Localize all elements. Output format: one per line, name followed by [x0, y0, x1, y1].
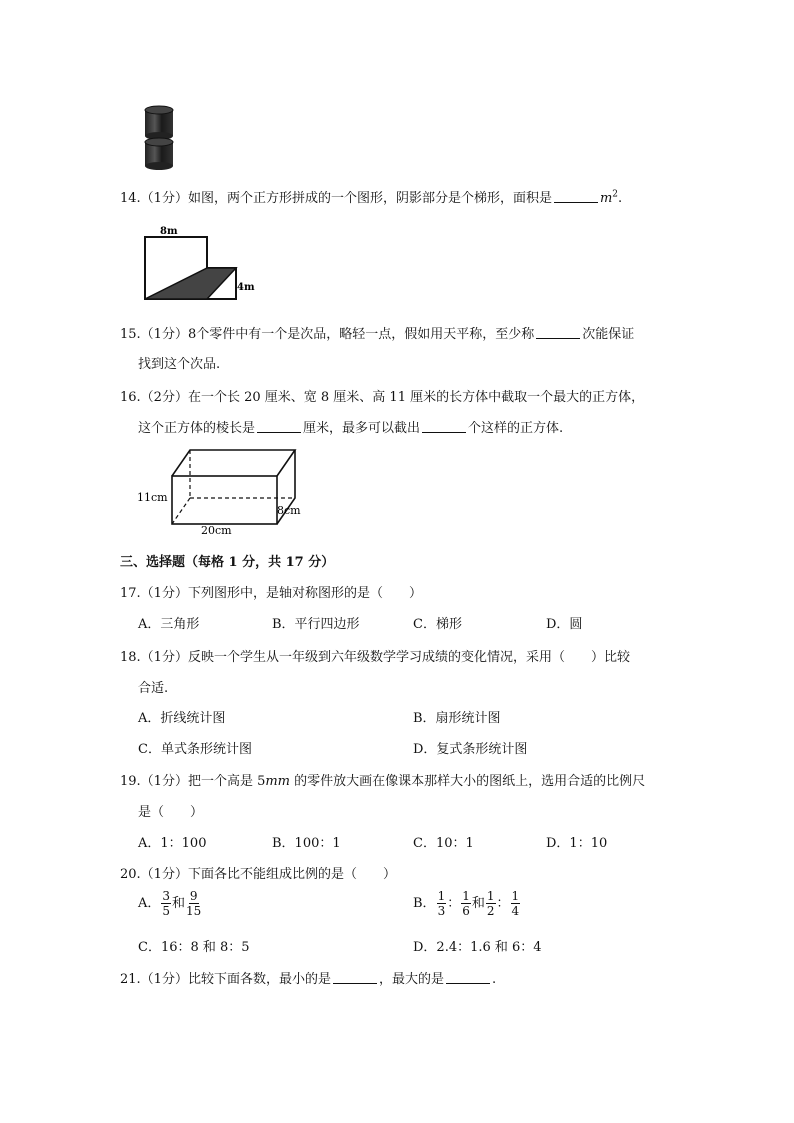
section-3-title: 三、选择题（每格 1 分，共 17 分）	[120, 555, 335, 570]
q17-option-a[interactable]: A．三角形	[138, 617, 200, 632]
question-18-line2	[138, 677, 168, 696]
q20-b-colon-2: ：	[496, 896, 510, 911]
question-16-line1	[120, 386, 644, 405]
q20-a-and: 和	[172, 896, 186, 911]
q17-option-b[interactable]: B．平行四边形	[272, 617, 360, 632]
q19-text-a: 19.（1分）把一个高是 5	[120, 774, 266, 789]
q20-option-d[interactable]: D．2.4：1.6 和 6：4	[413, 940, 542, 955]
q18-line2: 合适.	[138, 681, 169, 696]
q16-label-11cm: 11cm	[137, 491, 168, 504]
q17-option-d[interactable]: D．圆	[546, 617, 583, 632]
q20-option-b[interactable]	[413, 890, 521, 917]
question-16-line2	[138, 417, 563, 436]
q16-label-20cm: 20cm	[201, 524, 232, 535]
q15-text-a: 15.（1分）8个零件中有一个是次品，略轻一点，假如用天平称，至少称	[120, 327, 535, 342]
q18-option-d[interactable]: D．复式条形统计图	[413, 742, 528, 757]
q16-line1: 16.（2分）在一个长 20 厘米、宽 8 厘米、高 11 厘米的长方体中截取一个最大的正方体，	[120, 390, 645, 405]
q14-end: .	[618, 191, 623, 206]
q18-option-b[interactable]: B．扇形统计图	[413, 711, 501, 726]
question-20	[120, 863, 396, 882]
q19-line2: 是（ ）	[138, 805, 204, 820]
question-19-line1	[120, 770, 645, 789]
q20-b-fraction-1: $\frac{1}{3}$	[437, 889, 446, 918]
q20-b-fraction-3: $\frac{1}{2}$	[486, 889, 495, 918]
q20-b-fraction-2: $\frac{1}{6}$	[462, 889, 470, 918]
question-18-line1	[120, 646, 630, 665]
q20-a-fraction-1: $\frac{3}{5}$	[162, 889, 171, 918]
q20-a-label: A．	[138, 896, 161, 911]
q18-option-c[interactable]: C．单式条形统计图	[138, 742, 252, 757]
q14-unit-sup: 2	[612, 189, 619, 200]
q18-option-a[interactable]: A．折线统计图	[138, 711, 226, 726]
stacked-cylinders-image	[142, 104, 176, 170]
q19-option-d[interactable]: D．1：10	[546, 836, 608, 851]
question-15-line2	[138, 353, 220, 372]
q20-b-and: 和	[471, 896, 485, 911]
question-15-line1	[120, 323, 634, 342]
q15-line2: 找到这个次品.	[138, 357, 221, 372]
q16-text-a: 这个正方体的棱长是	[138, 421, 256, 436]
question-21	[120, 968, 496, 987]
question-19-line2	[138, 801, 203, 820]
q16-label-8cm: 8cm	[277, 504, 301, 517]
q14-answer-blank[interactable]	[554, 190, 598, 203]
q19-option-b[interactable]: B．100：1	[272, 836, 341, 851]
q16-answer-blank-2[interactable]	[422, 420, 466, 433]
q20-b-colon-1: ：	[447, 896, 461, 911]
q17-option-c[interactable]: C．梯形	[413, 617, 462, 632]
q20-option-c[interactable]: C．16：8 和 8：5	[138, 940, 250, 955]
q20-option-a[interactable]	[138, 890, 202, 917]
q14-label-4m: 4m	[237, 282, 255, 293]
q15-text-b: 次能保证	[582, 327, 635, 342]
q15-answer-blank[interactable]	[536, 326, 580, 339]
q20-b-fraction-4: $\frac{1}{4}$	[511, 889, 520, 918]
q18-line1: 18.（1分）反映一个学生从一年级到六年级数学学习成绩的变化情况，采用（ ）比较	[120, 650, 630, 665]
q16-answer-blank-1[interactable]	[257, 420, 301, 433]
q14-label-8m: 8m	[160, 226, 178, 237]
q21-answer-blank-1[interactable]	[333, 971, 377, 984]
q19-option-a[interactable]: A．1：100	[138, 836, 207, 851]
q20-b-label: B．	[413, 896, 436, 911]
q21-text-c: .	[491, 972, 497, 987]
q19-unit: mm	[265, 774, 291, 789]
q16-text-c: 个这样的正方体.	[468, 421, 564, 436]
question-14	[120, 187, 622, 206]
q14-unit: m	[599, 191, 613, 206]
q21-text-b: ，最大的是	[378, 972, 444, 987]
q21-text-a: 21.（1分）比较下面各数，最小的是	[120, 972, 331, 987]
q19-option-c[interactable]: C．10：1	[413, 836, 474, 851]
section-3-heading	[120, 551, 334, 570]
q14-figure	[140, 222, 260, 302]
q16-text-b: 厘米，最多可以截出	[303, 421, 421, 436]
q20-stem: 20.（1分）下面各比不能组成比例的是（ ）	[120, 867, 396, 882]
q17-stem: 17.（1分）下列图形中，是轴对称图形的是（ ）	[120, 586, 422, 601]
q21-answer-blank-2[interactable]	[446, 971, 490, 984]
q19-text-b: 的零件放大画在像课本那样大小的图纸上，选用合适的比例尺	[290, 774, 646, 789]
question-17	[120, 582, 422, 601]
q16-cuboid-figure	[135, 443, 310, 535]
q20-a-fraction-2: $\frac{9}{15}$	[186, 889, 202, 918]
q14-text: 14.（1分）如图，两个正方形拼成的一个图形，阴影部分是个梯形，面积是	[120, 191, 552, 206]
